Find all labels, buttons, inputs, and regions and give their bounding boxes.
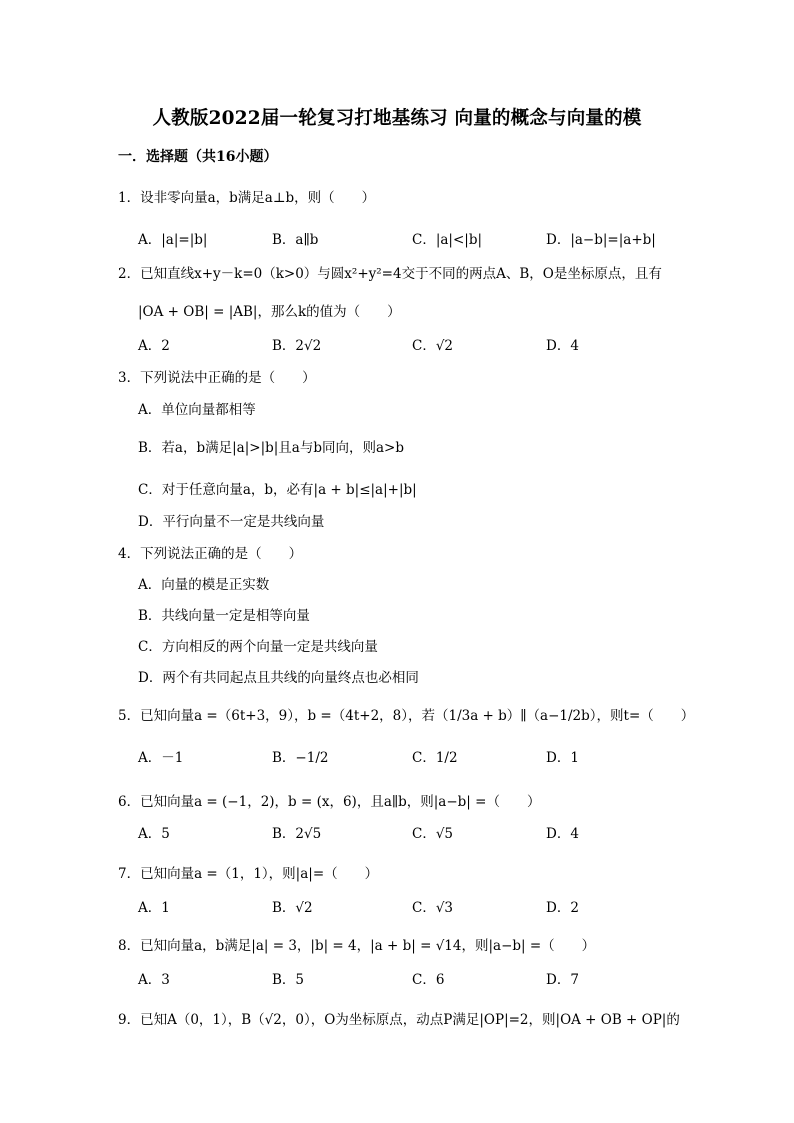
option-c: C．6 <box>412 972 445 988</box>
question-2-stem: 2．已知直线x+y－k=0（k>0）与圆x²+y²=4交于不同的两点A、B，O是坐标原点，且有 <box>118 266 662 282</box>
option-a: A．－1 <box>138 750 184 766</box>
page-title: 人教版2022届一轮复习打地基练习 向量的概念与向量的模 <box>152 108 642 129</box>
question-5-stem: 5．已知向量a =（6t+3，9），b =（4t+2，8），若（1/3a + b）∥（a−1/2b），则t=（ ） <box>118 708 695 724</box>
option-b: B．√2 <box>272 900 313 916</box>
section-heading: 一．选择题（共16小题） <box>118 149 278 165</box>
question-8-stem: 8．已知向量a，b满足|a| = 3，|b| = 4，|a + b| = √14，则|a−b| =（ ） <box>118 938 596 954</box>
option-d: D．1 <box>546 750 579 766</box>
question-4-option-a: A．向量的模是正实数 <box>138 577 270 593</box>
option-b: B．5 <box>272 972 305 988</box>
option-c: C．√2 <box>412 338 454 354</box>
question-3-option-b: B．若a，b满足|a|>|b|且a与b同向，则a>b <box>138 440 404 456</box>
option-d: D．4 <box>546 338 579 354</box>
option-b: B．a∥b <box>272 232 319 248</box>
question-7-stem: 7．已知向量a =（1，1），则|a|=（ ） <box>118 866 379 882</box>
option-d: D．7 <box>546 972 579 988</box>
question-2-stem-continued: |OA + OB| = |AB|，那么k的值为（ ） <box>138 304 401 320</box>
question-4-option-d: D．两个有共同起点且共线的向量终点也必相同 <box>138 670 419 686</box>
option-b: B．2√5 <box>272 826 322 842</box>
question-4-option-c: C．方向相反的两个向量一定是共线向量 <box>138 639 378 655</box>
option-b: B．−1/2 <box>272 750 329 766</box>
option-d: D．|a−b|=|a+b| <box>546 232 656 248</box>
question-6-stem: 6．已知向量a = (−1，2)，b = (x，6)，且a∥b，则|a−b| =（ ） <box>118 794 541 810</box>
question-4-option-b: B．共线向量一定是相等向量 <box>138 608 310 624</box>
option-a: A．|a|=|b| <box>138 232 208 248</box>
question-1-stem: 1．设非零向量a，b满足a⊥b，则（ ） <box>118 190 376 206</box>
option-d: D．4 <box>546 826 579 842</box>
question-3-option-c: C．对于任意向量a，b，必有|a + b|≤|a|+|b| <box>138 482 417 498</box>
option-c: C．1/2 <box>412 750 458 766</box>
question-3-stem: 3．下列说法中正确的是（ ） <box>118 370 316 386</box>
option-d: D．2 <box>546 900 579 916</box>
option-a: A．3 <box>138 972 170 988</box>
question-3-option-d: D．平行向量不一定是共线向量 <box>138 514 325 530</box>
question-4-stem: 4．下列说法正确的是（ ） <box>118 546 303 562</box>
question-3-option-a: A．单位向量都相等 <box>138 402 256 418</box>
option-a: A．5 <box>138 826 170 842</box>
option-a: A．2 <box>138 338 170 354</box>
option-b: B．2√2 <box>272 338 322 354</box>
question-9-stem: 9．已知A（0，1），B（√2，0），O为坐标原点，动点P满足|OP|=2，则|OA + OB + OP|的 <box>118 1012 680 1028</box>
option-a: A．1 <box>138 900 170 916</box>
option-c: C．√3 <box>412 900 454 916</box>
option-c: C．|a|<|b| <box>412 232 483 248</box>
option-c: C．√5 <box>412 826 454 842</box>
